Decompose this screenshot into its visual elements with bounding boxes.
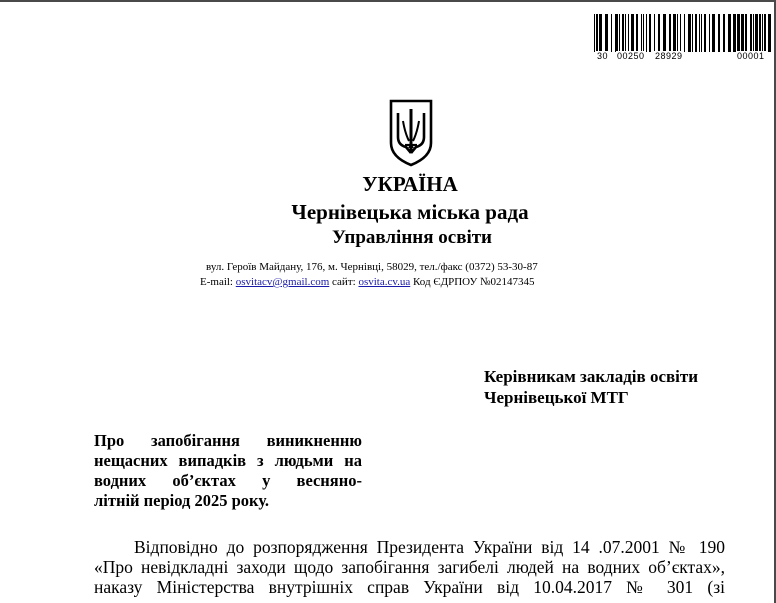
- barcode-bar: [753, 14, 754, 52]
- email-label: E-mail:: [200, 276, 233, 288]
- barcode-bar: [625, 14, 626, 52]
- barcode-bar: [699, 14, 700, 52]
- barcode-bar: [745, 14, 747, 52]
- subject-line: літній період 2025 року.: [94, 491, 270, 510]
- barcode-segment: 28929: [655, 51, 683, 61]
- barcode-bar: [669, 14, 671, 52]
- email-link[interactable]: osvitacv@gmail.com: [235, 276, 330, 288]
- barcode-bar: [712, 14, 715, 52]
- body-line: «Про невідкладні заходи щодо запобігання загибелі людей на водних об’єктах»,: [94, 557, 725, 577]
- barcode-number: [594, 51, 772, 63]
- barcode-bar: [688, 14, 691, 52]
- body-line: Відповідно до розпорядження Президента України від 14 .07.2001 № 190: [134, 537, 725, 557]
- body-text: [94, 537, 725, 597]
- barcode-bar: [663, 14, 666, 52]
- barcode-bar: [755, 14, 758, 52]
- country-title: УКРАЇНА: [362, 172, 458, 196]
- barcode-bar: [646, 14, 647, 52]
- barcode-bar: [622, 14, 624, 52]
- barcode-bar: [762, 14, 763, 52]
- barcode-bar: [704, 14, 706, 52]
- barcode-bar: [649, 14, 651, 52]
- barcode-bar: [611, 14, 612, 52]
- window-top-border: [0, 0, 776, 2]
- subject-line: нещасних випадків з людьми на: [94, 451, 362, 470]
- edrpou-code: Код ЄДРПОУ №02147345: [413, 276, 535, 288]
- barcode-bar: [680, 14, 681, 52]
- barcode-bar: [677, 14, 678, 52]
- coat-of-arms-icon: [387, 99, 435, 167]
- barcode-bar: [654, 14, 655, 52]
- barcode-segment: 00250: [617, 51, 645, 61]
- barcode-bar: [759, 14, 761, 52]
- barcode-bar: [615, 14, 618, 52]
- barcode-bar: [764, 14, 766, 52]
- barcode-bar: [768, 14, 771, 52]
- recipient-block: [484, 366, 698, 408]
- barcode-bar: [641, 14, 642, 52]
- body-line: наказу Міністерства внутрішніх справ України від 10.04.2017 № 301 (зі: [94, 577, 725, 597]
- barcode: [594, 14, 772, 62]
- barcode-segment: 00001: [737, 51, 765, 61]
- subject-line: водних об’єктах у весняно-: [94, 471, 362, 490]
- barcode-bar: [596, 14, 598, 52]
- barcode-bar: [631, 14, 634, 52]
- barcode-bar: [750, 14, 752, 52]
- council-title: Чернівецька міська рада: [291, 200, 529, 224]
- address-line: вул. Героїв Майдану, 176, м. Чернівці, 58029, тел./факс (0372) 53-30-87: [206, 261, 538, 273]
- recipient-line: Керівникам закладів освіти: [484, 367, 699, 386]
- barcode-bar: [643, 14, 644, 52]
- barcode-bar: [673, 14, 676, 52]
- barcode-bar: [701, 14, 702, 52]
- barcode-bar: [723, 14, 725, 52]
- barcode-bar: [718, 14, 720, 52]
- barcode-bar: [709, 14, 710, 52]
- site-link[interactable]: osvita.cv.ua: [358, 276, 411, 288]
- barcode-segment: 30: [597, 51, 609, 61]
- barcode-bar: [594, 14, 595, 52]
- barcode-bar: [636, 14, 638, 52]
- barcode-bar: [728, 14, 731, 52]
- barcode-bars: [594, 14, 772, 54]
- contact-line: [200, 276, 620, 288]
- barcode-bar: [684, 14, 685, 52]
- barcode-bar: [658, 14, 660, 52]
- barcode-bar: [605, 14, 608, 52]
- barcode-bar: [733, 14, 736, 52]
- barcode-bar: [628, 14, 629, 52]
- recipient-line: Чернівецької МТГ: [484, 388, 629, 407]
- subject-block: [94, 431, 362, 511]
- barcode-bar: [741, 14, 744, 52]
- subject-line: Про запобігання виникненню: [94, 431, 362, 450]
- site-label: сайт:: [332, 276, 356, 288]
- barcode-bar: [695, 14, 697, 52]
- department-title: Управління освіти: [331, 227, 493, 248]
- barcode-bar: [599, 14, 602, 52]
- barcode-bar: [619, 14, 620, 52]
- barcode-bar: [737, 14, 740, 52]
- barcode-bar: [692, 14, 693, 52]
